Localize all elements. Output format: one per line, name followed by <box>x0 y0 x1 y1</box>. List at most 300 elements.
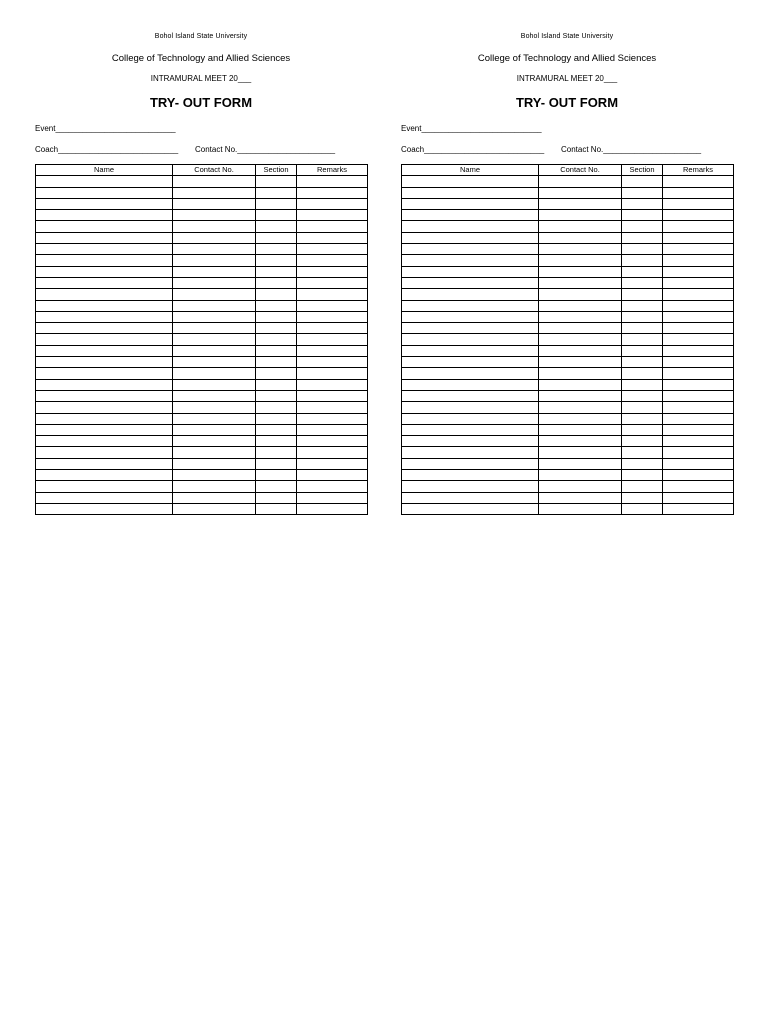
cell-contact <box>173 379 256 390</box>
cell-remarks <box>297 187 368 198</box>
table-row <box>36 221 368 232</box>
cell-remarks <box>297 503 368 514</box>
university-name: Bohol Island State University <box>154 33 248 40</box>
cell-remarks <box>297 323 368 334</box>
table-row <box>402 470 734 481</box>
cell-section <box>622 289 663 300</box>
cell-remarks <box>663 187 734 198</box>
cell-contact <box>539 345 622 356</box>
cell-remarks <box>297 266 368 277</box>
table-row <box>402 289 734 300</box>
cell-contact <box>173 334 256 345</box>
cell-section <box>256 436 297 447</box>
table-row <box>402 424 734 435</box>
cell-name <box>36 436 173 447</box>
table-row <box>402 368 734 379</box>
cell-remarks <box>297 424 368 435</box>
cell-contact <box>173 368 256 379</box>
cell-contact <box>173 266 256 277</box>
cell-remarks <box>663 390 734 401</box>
cell-section <box>622 447 663 458</box>
cell-section <box>256 187 297 198</box>
cell-section <box>256 390 297 401</box>
cell-contact <box>173 481 256 492</box>
cell-contact <box>173 357 256 368</box>
table-row <box>402 413 734 424</box>
table-row <box>402 492 734 503</box>
cell-section <box>256 345 297 356</box>
cell-remarks <box>663 221 734 232</box>
cell-remarks <box>297 334 368 345</box>
cell-contact <box>173 492 256 503</box>
table-row <box>402 232 734 243</box>
cell-contact <box>539 198 622 209</box>
cell-name <box>36 255 173 266</box>
cell-section <box>622 187 663 198</box>
cell-remarks <box>297 255 368 266</box>
cell-remarks <box>297 390 368 401</box>
cell-section <box>622 503 663 514</box>
cell-remarks <box>297 210 368 221</box>
table-row <box>36 492 368 503</box>
table-row <box>36 323 368 334</box>
table-row <box>36 311 368 322</box>
roster-table <box>35 164 368 515</box>
cell-section <box>622 266 663 277</box>
cell-contact <box>173 311 256 322</box>
event-field: Event___________________________ <box>35 124 176 133</box>
cell-section <box>256 176 297 187</box>
table-row <box>402 244 734 255</box>
table-row <box>402 311 734 322</box>
cell-section <box>256 503 297 514</box>
table-row <box>36 447 368 458</box>
cell-name <box>36 368 173 379</box>
table-row <box>402 402 734 413</box>
table-row <box>402 447 734 458</box>
cell-contact <box>173 210 256 221</box>
cell-contact <box>539 390 622 401</box>
roster-body <box>36 176 368 515</box>
cell-name <box>36 176 173 187</box>
cell-section <box>622 300 663 311</box>
cell-remarks <box>663 436 734 447</box>
cell-name <box>402 470 539 481</box>
cell-section <box>256 221 297 232</box>
cell-contact <box>539 357 622 368</box>
cell-contact <box>173 244 256 255</box>
cell-name <box>402 345 539 356</box>
table-row <box>36 458 368 469</box>
table-row <box>36 345 368 356</box>
cell-section <box>622 277 663 288</box>
cell-section <box>256 481 297 492</box>
cell-contact <box>173 289 256 300</box>
table-row <box>36 277 368 288</box>
cell-name <box>402 357 539 368</box>
table-row <box>402 300 734 311</box>
cell-name <box>36 402 173 413</box>
cell-section <box>256 210 297 221</box>
table-row <box>36 300 368 311</box>
cell-contact <box>539 323 622 334</box>
table-row <box>36 334 368 345</box>
cell-name <box>36 210 173 221</box>
cell-contact <box>539 221 622 232</box>
cell-name <box>402 436 539 447</box>
cell-name <box>36 357 173 368</box>
table-row <box>36 402 368 413</box>
form-title: TRY- OUT FORM <box>149 95 253 110</box>
cell-name <box>402 277 539 288</box>
cell-name <box>402 334 539 345</box>
cell-name <box>36 503 173 514</box>
cell-section <box>256 492 297 503</box>
cell-section <box>256 232 297 243</box>
cell-name <box>402 424 539 435</box>
cell-name <box>402 244 539 255</box>
column-header-name: Name <box>36 165 173 176</box>
cell-contact <box>173 447 256 458</box>
cell-remarks <box>297 458 368 469</box>
cell-remarks <box>663 210 734 221</box>
table-row <box>36 289 368 300</box>
cell-name <box>36 277 173 288</box>
cell-name <box>36 266 173 277</box>
cell-name <box>402 300 539 311</box>
cell-remarks <box>663 198 734 209</box>
cell-name <box>402 503 539 514</box>
cell-name <box>402 187 539 198</box>
cell-remarks <box>663 176 734 187</box>
cell-contact <box>173 187 256 198</box>
cell-remarks <box>297 481 368 492</box>
cell-remarks <box>663 300 734 311</box>
cell-section <box>622 436 663 447</box>
cell-remarks <box>663 424 734 435</box>
cell-name <box>36 244 173 255</box>
cell-contact <box>173 458 256 469</box>
cell-section <box>622 413 663 424</box>
cell-name <box>36 470 173 481</box>
cell-remarks <box>663 470 734 481</box>
cell-remarks <box>663 402 734 413</box>
table-row <box>36 232 368 243</box>
cell-section <box>256 424 297 435</box>
cell-name <box>36 379 173 390</box>
coach-contact-field: Contact No.______________________ <box>195 145 336 154</box>
table-row <box>36 176 368 187</box>
cell-remarks <box>297 232 368 243</box>
cell-remarks <box>297 447 368 458</box>
cell-name <box>402 447 539 458</box>
cell-contact <box>173 402 256 413</box>
cell-remarks <box>663 255 734 266</box>
cell-name <box>36 289 173 300</box>
cell-section <box>256 244 297 255</box>
table-row <box>402 503 734 514</box>
cell-contact <box>539 176 622 187</box>
cell-contact <box>539 436 622 447</box>
meet-label: INTRAMURAL MEET 20___ <box>516 74 618 83</box>
cell-section <box>622 379 663 390</box>
cell-section <box>256 277 297 288</box>
table-row <box>36 470 368 481</box>
cell-name <box>36 334 173 345</box>
cell-remarks <box>663 413 734 424</box>
table-row <box>36 424 368 435</box>
cell-remarks <box>663 379 734 390</box>
cell-name <box>402 266 539 277</box>
table-row <box>402 210 734 221</box>
cell-name <box>36 390 173 401</box>
cell-section <box>622 323 663 334</box>
cell-contact <box>539 255 622 266</box>
column-header-contact: Contact No. <box>539 165 622 176</box>
cell-contact <box>539 481 622 492</box>
cell-section <box>622 198 663 209</box>
college-name: College of Technology and Allied Sciences <box>477 53 657 64</box>
table-row <box>402 323 734 334</box>
table-row <box>36 357 368 368</box>
cell-section <box>622 481 663 492</box>
cell-name <box>402 413 539 424</box>
cell-section <box>256 311 297 322</box>
cell-section <box>622 255 663 266</box>
cell-name <box>402 176 539 187</box>
cell-name <box>36 492 173 503</box>
cell-contact <box>539 447 622 458</box>
cell-remarks <box>663 492 734 503</box>
table-row <box>36 379 368 390</box>
cell-remarks <box>663 277 734 288</box>
cell-section <box>622 210 663 221</box>
cell-remarks <box>663 323 734 334</box>
cell-name <box>36 323 173 334</box>
table-row <box>36 244 368 255</box>
cell-remarks <box>663 311 734 322</box>
cell-remarks <box>297 436 368 447</box>
form-title: TRY- OUT FORM <box>515 95 619 110</box>
column-header-remarks: Remarks <box>663 165 734 176</box>
university-name: Bohol Island State University <box>520 33 614 40</box>
cell-contact <box>173 413 256 424</box>
cell-name <box>402 492 539 503</box>
cell-name <box>36 300 173 311</box>
cell-remarks <box>663 357 734 368</box>
cell-name <box>402 368 539 379</box>
cell-contact <box>173 424 256 435</box>
cell-remarks <box>297 413 368 424</box>
cell-name <box>36 232 173 243</box>
cell-name <box>36 447 173 458</box>
cell-section <box>256 402 297 413</box>
cell-contact <box>539 503 622 514</box>
cell-section <box>256 300 297 311</box>
cell-contact <box>539 244 622 255</box>
cell-section <box>256 255 297 266</box>
cell-remarks <box>297 345 368 356</box>
cell-section <box>622 345 663 356</box>
cell-name <box>402 221 539 232</box>
cell-name <box>402 311 539 322</box>
table-row <box>36 187 368 198</box>
cell-name <box>402 323 539 334</box>
table-row <box>36 210 368 221</box>
cell-contact <box>173 255 256 266</box>
cell-remarks <box>663 266 734 277</box>
cell-remarks <box>663 289 734 300</box>
cell-name <box>402 255 539 266</box>
cell-remarks <box>297 492 368 503</box>
table-row <box>402 334 734 345</box>
cell-contact <box>539 210 622 221</box>
cell-contact <box>173 232 256 243</box>
cell-name <box>36 187 173 198</box>
cell-contact <box>539 289 622 300</box>
cell-remarks <box>663 345 734 356</box>
cell-contact <box>539 311 622 322</box>
coach-field: Coach___________________________ <box>35 145 179 154</box>
cell-contact <box>539 470 622 481</box>
cell-name <box>402 458 539 469</box>
cell-remarks <box>297 244 368 255</box>
cell-remarks <box>297 300 368 311</box>
cell-section <box>256 368 297 379</box>
cell-name <box>402 379 539 390</box>
cell-name <box>402 198 539 209</box>
table-row <box>402 458 734 469</box>
table-row <box>402 221 734 232</box>
cell-name <box>402 210 539 221</box>
cell-contact <box>539 187 622 198</box>
cell-section <box>622 390 663 401</box>
cell-name <box>36 221 173 232</box>
cell-contact <box>173 323 256 334</box>
table-row <box>36 368 368 379</box>
table-row <box>402 187 734 198</box>
coach-contact-field: Contact No.______________________ <box>561 145 702 154</box>
cell-section <box>256 379 297 390</box>
cell-section <box>622 176 663 187</box>
cell-remarks <box>297 311 368 322</box>
cell-remarks <box>663 232 734 243</box>
cell-section <box>622 244 663 255</box>
cell-remarks <box>663 481 734 492</box>
table-row <box>36 503 368 514</box>
cell-remarks <box>663 334 734 345</box>
coach-field: Coach___________________________ <box>401 145 545 154</box>
cell-remarks <box>297 289 368 300</box>
cell-section <box>622 311 663 322</box>
cell-section <box>622 221 663 232</box>
cell-section <box>256 470 297 481</box>
cell-remarks <box>297 176 368 187</box>
column-header-name: Name <box>402 165 539 176</box>
cell-remarks <box>663 244 734 255</box>
table-row <box>402 481 734 492</box>
cell-name <box>36 413 173 424</box>
cell-remarks <box>297 277 368 288</box>
cell-contact <box>173 390 256 401</box>
cell-contact <box>539 334 622 345</box>
cell-remarks <box>297 379 368 390</box>
cell-section <box>256 198 297 209</box>
cell-section <box>622 470 663 481</box>
cell-section <box>622 232 663 243</box>
cell-contact <box>539 277 622 288</box>
cell-name <box>402 481 539 492</box>
college-name: College of Technology and Allied Sciences <box>111 53 291 64</box>
cell-name <box>36 481 173 492</box>
cell-name <box>402 390 539 401</box>
cell-remarks <box>663 447 734 458</box>
cell-section <box>256 458 297 469</box>
table-row <box>36 255 368 266</box>
cell-contact <box>539 413 622 424</box>
cell-contact <box>539 402 622 413</box>
table-row <box>402 266 734 277</box>
column-header-remarks: Remarks <box>297 165 368 176</box>
table-row <box>36 413 368 424</box>
cell-remarks <box>663 458 734 469</box>
cell-section <box>622 402 663 413</box>
cell-contact <box>173 436 256 447</box>
cell-contact <box>539 300 622 311</box>
cell-contact <box>173 277 256 288</box>
table-row <box>402 436 734 447</box>
cell-contact <box>173 198 256 209</box>
event-field: Event___________________________ <box>401 124 542 133</box>
table-row <box>402 390 734 401</box>
column-header-section: Section <box>256 165 297 176</box>
cell-name <box>36 345 173 356</box>
cell-contact <box>539 266 622 277</box>
cell-contact <box>173 470 256 481</box>
column-header-section: Section <box>622 165 663 176</box>
table-row <box>402 255 734 266</box>
cell-remarks <box>663 503 734 514</box>
cell-contact <box>173 345 256 356</box>
cell-remarks <box>297 198 368 209</box>
meet-label: INTRAMURAL MEET 20___ <box>150 74 252 83</box>
cell-section <box>622 492 663 503</box>
cell-contact <box>173 300 256 311</box>
cell-name <box>402 402 539 413</box>
table-row <box>402 176 734 187</box>
table-row <box>36 481 368 492</box>
cell-contact <box>539 232 622 243</box>
cell-remarks <box>297 402 368 413</box>
table-row <box>402 357 734 368</box>
cell-name <box>402 289 539 300</box>
cell-name <box>402 232 539 243</box>
cell-section <box>622 424 663 435</box>
cell-contact <box>173 176 256 187</box>
cell-name <box>36 458 173 469</box>
cell-section <box>256 413 297 424</box>
roster-table <box>401 164 734 515</box>
cell-section <box>622 368 663 379</box>
cell-contact <box>539 379 622 390</box>
cell-section <box>622 357 663 368</box>
table-row <box>36 436 368 447</box>
cell-name <box>36 311 173 322</box>
cell-remarks <box>663 368 734 379</box>
table-row <box>402 277 734 288</box>
cell-remarks <box>297 221 368 232</box>
cell-section <box>256 334 297 345</box>
